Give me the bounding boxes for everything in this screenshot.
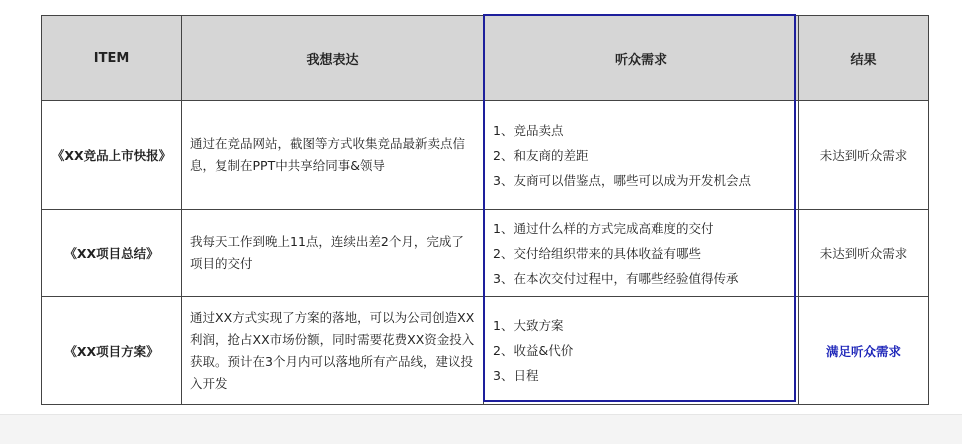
page-footer-band xyxy=(0,414,962,444)
row-result: 未达到听众需求 xyxy=(799,210,929,297)
row-express: 通过XX方式实现了方案的落地，可以为公司创造XX利润，抢占XX市场份额，同时需要花费XX资金投入获取。预计在3个月内可以落地所有产品线，建议投入开发 xyxy=(182,297,484,405)
row-result-satisfied: 满足听众需求 xyxy=(799,297,929,405)
row-express: 我每天工作到晚上11点，连续出差2个月，完成了项目的交付 xyxy=(182,210,484,297)
row-result: 未达到听众需求 xyxy=(799,101,929,210)
need-line: 1、大致方案 xyxy=(493,318,564,333)
table-row xyxy=(42,210,929,297)
need-line: 3、友商可以借鉴点，哪些可以成为开发机会点 xyxy=(493,172,751,188)
page-footer-divider xyxy=(0,414,962,415)
need-line: 3、日程 xyxy=(493,368,539,383)
header-item: ITEM xyxy=(42,16,182,101)
row-item: 《XX项目总结》 xyxy=(42,210,182,297)
need-line: 1、竞品卖点 xyxy=(493,122,564,138)
row-needs xyxy=(484,297,799,405)
need-line: 2、收益&代价 xyxy=(493,343,574,358)
row-item: 《XX项目方案》 xyxy=(42,297,182,405)
need-line: 1、通过什么样的方式完成高难度的交付 xyxy=(493,220,714,236)
need-line: 2、和友商的差距 xyxy=(493,147,589,163)
comparison-table xyxy=(41,15,929,405)
table-header-row xyxy=(42,16,929,101)
header-result: 结果 xyxy=(799,16,929,101)
row-item: 《XX竞品上市快报》 xyxy=(42,101,182,210)
row-needs xyxy=(484,101,799,210)
need-line: 2、交付给组织带来的具体收益有哪些 xyxy=(493,245,701,261)
row-needs xyxy=(484,210,799,297)
table-row xyxy=(42,297,929,405)
header-audience-needs: 听众需求 xyxy=(484,16,799,101)
header-express: 我想表达 xyxy=(182,16,484,101)
need-line: 3、在本次交付过程中，有哪些经验值得传承 xyxy=(493,270,739,286)
table-row xyxy=(42,101,929,210)
row-express: 通过在竞品网站，截图等方式收集竞品最新卖点信息，复制在PPT中共享给同事&领导 xyxy=(182,101,484,210)
